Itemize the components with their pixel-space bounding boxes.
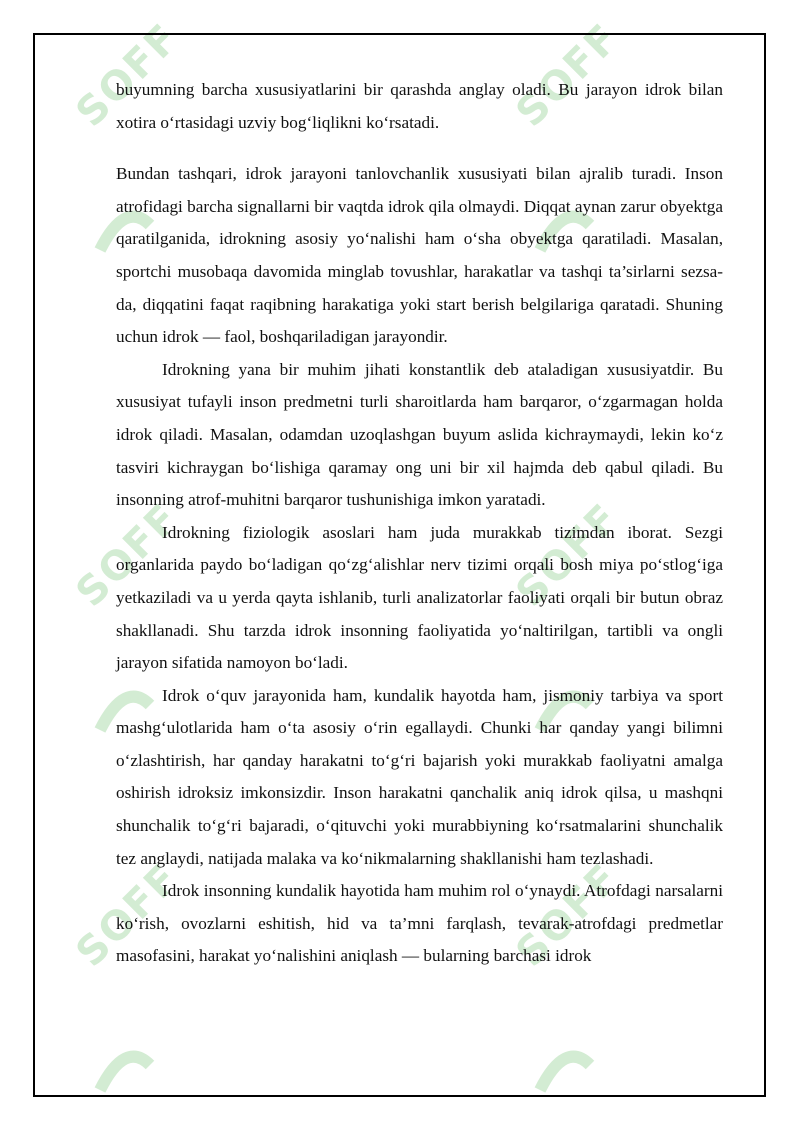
- watermark-text: SOFF: [67, 14, 189, 137]
- paragraph: Idrok o‘quv jarayonida ham, kundalik hayotda ham, jismoniy tarbiya va sport mashg‘ulotlarida ham o‘ta asosiy o‘rin egallaydi. Chunki har qanday yangi bilimni o‘zlashtirish, har qanday harakatni to‘g‘ri bajarish yoki murakkab faoliyatni amalga oshirish idroksiz imkonsizdir. Inson harakatni qanchalik aniq idrok qilsa, u mashqni shunchalik to‘g‘ri bajaradi, o‘qituvchi yoki murabbiyning ko‘rsatmalarini shunchalik tez anglaydi, natijada malaka va ko‘nikmalarning shakllanishi ham tezlashadi.: [116, 685, 723, 868]
- watermark-text: SOFF: [67, 854, 189, 976]
- paragraph: Idrok insonning kundalik hayotida ham muhim rol o‘ynaydi. Atrofdagi narsalarni ko‘rish, ovozlarni eshitish, hid va ta’mni farqlash, tevarak-atrofdagi predmetlar masofasini, harakat yo‘nalishini aniqlash — bularning barchasi idrok: [116, 881, 723, 966]
- watermark-text: SOFF: [507, 494, 629, 616]
- paragraph: Idrokning yana bir muhim jihati konstantlik deb ataladigan xususiyatdir. Bu xususiyat tufayli inson predmetni turli sharoitlarda ham barqaror, o‘zgarmagan holda idrok qiladi. Masalan, odamdan uzoqlashgan buyum aslida kichraymaydi, lekin ko‘z tasviri kichraygan bo‘lishiga qaramay ong uni bir xil hajmda deb qabul qiladi. Bu insonning atrof-muhitni barqaror tushunishiga imkon yaratadi.: [116, 359, 723, 510]
- paragraph: Bundan tashqari, idrok jarayoni tanlovchanlik xususiyati bilan ajralib turadi. Inson atrofidagi barcha signallarni bir vaqtda idrok qila olmaydi. Diqqat aynan zarur obyektga qaratilganida, idrokning asosiy yo‘nalishi ham o‘sha obyektga qaratiladi. Masalan, sportchi musobaqa davomida minglab tovushlar, harakatlar va tashqi ta’sirlarni sezsa-da, diqqatini faqat raqibning harakatiga yoki start berish belgilariga qaratadi. Shuning uchun idrok — faol, boshqariladigan jarayondir.: [116, 164, 723, 347]
- document-body: [116, 74, 723, 973]
- paragraph: Idrokning fiziologik asoslari ham juda murakkab tizimdan iborat. Sezgi organlarida paydo bo‘ladigan qo‘zg‘alishlar nerv tizimi orqali bosh miya po‘stlog‘iga yetkaziladi va u yerda qayta ishlanib, turli analizatorlar faoliyati orqali bir butun obraz shakllanadi. Shu tarzda idrok insonning faoliyatida yo‘naltirilgan, tartibli va ongli jarayon sifatida namoyon bo‘ladi.: [116, 522, 723, 673]
- watermark-text: SOFF: [507, 854, 629, 976]
- watermark-text: SOFF: [67, 494, 189, 616]
- watermark-text: SOFF: [507, 14, 629, 137]
- paragraph: buyumning barcha xususiyatlarini bir qarashda anglay oladi. Bu jarayon idrok bilan xotira o‘rtasidagi uzviy bog‘liqlikni ko‘rsatadi.: [116, 80, 723, 132]
